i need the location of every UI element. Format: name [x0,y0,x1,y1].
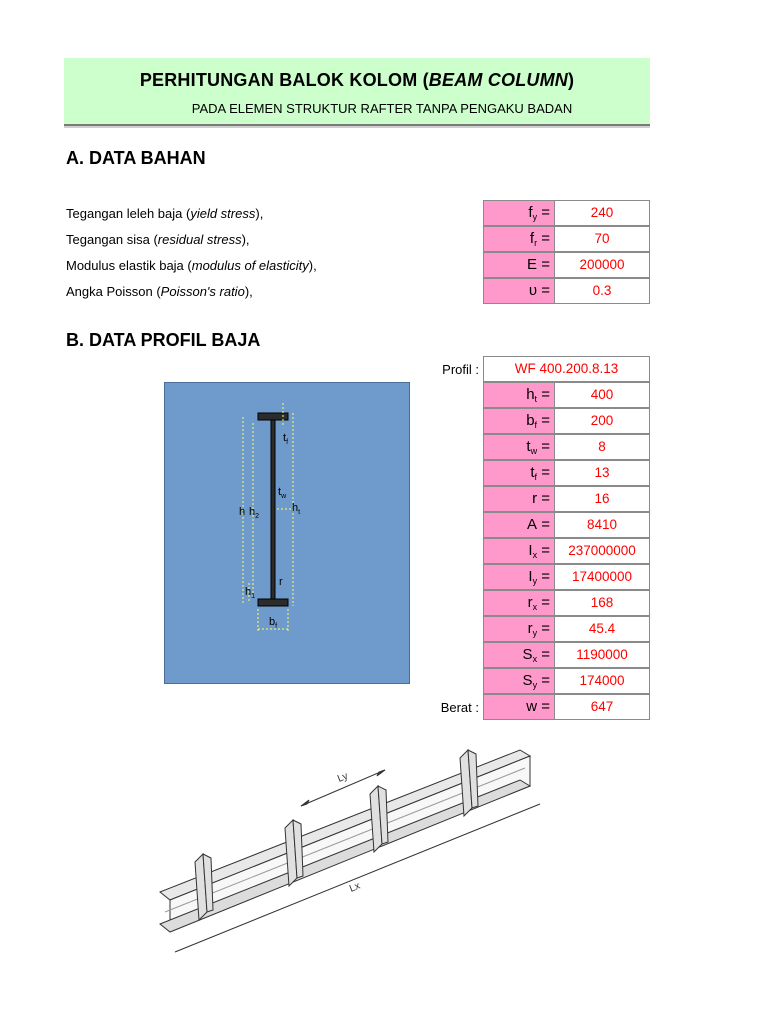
property-symbol: $S_y$ = [483,668,555,694]
lx-label: Lx [348,880,362,895]
property-symbol: $S_x$ = [483,642,555,668]
section-b-title: B. DATA PROFIL BAJA [66,330,261,350]
material-property-row [483,200,650,226]
property-value[interactable]: 8 [554,434,650,460]
property-symbol: $I_y$ = [483,564,555,590]
property-value[interactable]: 17400000 [554,564,650,590]
property-value[interactable]: 200 [554,408,650,434]
profile-property-row [483,616,650,642]
page-subtitle: PADA ELEMEN STRUKTUR RAFTER TANPA PENGAKU BADAN [191,101,573,116]
property-value[interactable]: 0.3 [554,278,650,304]
property-value[interactable]: 240 [554,200,650,226]
dim-tw: $t_w$ [278,486,287,500]
property-symbol: w = [483,694,555,720]
profile-property-row [483,460,650,486]
wf-section-drawing [165,383,411,685]
profile-property-row [483,642,650,668]
material-description: Tegangan leleh baja (yield stress), [66,206,264,221]
property-value[interactable]: 200000 [554,252,650,278]
property-value[interactable]: 237000000 [554,538,650,564]
ly-label: Ly [336,770,350,785]
dim-tf: $t_f$ [283,432,289,446]
profile-property-row [483,382,650,408]
title-banner [64,58,650,126]
property-symbol: $h_t$ = [483,382,555,408]
wf-section-diagram [164,382,410,684]
dim-ht: $h_t$ [292,502,301,516]
property-value[interactable]: 168 [554,590,650,616]
property-symbol: $f_r$ = [483,226,555,252]
property-symbol: $I_x$ = [483,538,555,564]
property-symbol: υ = [483,278,555,304]
rafter-drawing [155,742,545,960]
property-value[interactable]: 1190000 [554,642,650,668]
profile-property-row [483,408,650,434]
rafter-diagram [155,742,545,960]
berat-label: Berat : [440,700,479,715]
property-value[interactable]: 16 [554,486,650,512]
property-symbol: $r_x$ = [483,590,555,616]
material-property-row [483,226,650,252]
profile-property-row [483,538,650,564]
bottom-flange [258,599,288,606]
profile-property-row [483,668,650,694]
material-description: Angka Poisson (Poisson's ratio), [66,284,253,299]
section-a-title: A. DATA BAHAN [66,148,206,168]
profil-label: Profil : [442,362,479,377]
profile-property-row [483,564,650,590]
web [271,420,275,599]
profile-property-row [483,694,650,720]
profil-value[interactable]: WF 400.200.8.13 [483,356,650,382]
property-symbol: $t_w$ = [483,434,555,460]
property-symbol: $r_y$ = [483,616,555,642]
property-symbol: $b_f$ = [483,408,555,434]
profile-property-row [483,512,650,538]
dim-h: h [239,506,246,518]
dim-bf: $b_f$ [269,616,278,630]
property-value[interactable]: 647 [554,694,650,720]
property-symbol: $f_y$ = [483,200,555,226]
property-value[interactable]: 400 [554,382,650,408]
profile-property-row [483,486,650,512]
property-symbol: $t_f$ = [483,460,555,486]
property-value[interactable]: 174000 [554,668,650,694]
property-symbol: E = [483,252,555,278]
profile-property-row [483,434,650,460]
page-title: PERHITUNGAN BALOK KOLOM (BEAM COLUMN) [139,70,575,90]
material-property-row [483,278,650,304]
material-description: Tegangan sisa (residual stress), [66,232,250,247]
property-symbol: A = [483,512,555,538]
dim-r: r [279,576,283,588]
property-symbol: r = [483,486,555,512]
property-value[interactable]: 45.4 [554,616,650,642]
dim-h2: $h_2$ [249,506,260,520]
property-value[interactable]: 8410 [554,512,650,538]
property-value[interactable]: 70 [554,226,650,252]
profile-property-row [483,590,650,616]
dim-h1: $h_1$ [245,586,256,600]
material-property-row [483,252,650,278]
material-description: Modulus elastik baja (modulus of elasticity), [66,258,317,273]
property-value[interactable]: 13 [554,460,650,486]
